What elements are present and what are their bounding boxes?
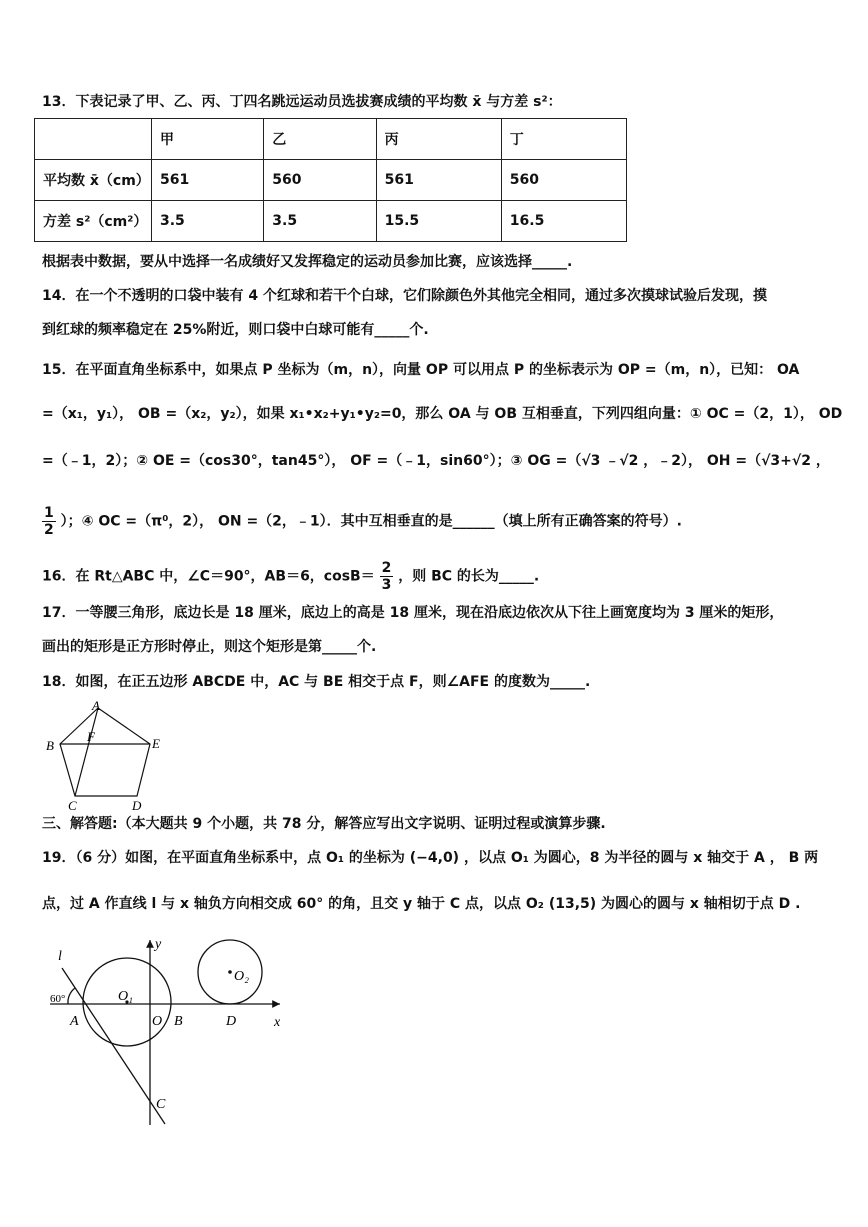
- table-cell: 561: [376, 160, 501, 201]
- q17-line2: 画出的矩形是正方形时停止，则这个矩形是第_____个.: [42, 639, 377, 655]
- table-cell: 3.5: [264, 201, 376, 242]
- q15-line1: 15．在平面直角坐标系中，如果点 P 坐标为（m，n），向量 OP 可以用点 P 的坐标表示为 OP =（m，n），已知： OA: [42, 362, 800, 378]
- label-b: B: [174, 1014, 183, 1029]
- q15-line4-text: ）；④ OC =（π⁰，2）， ON =（2，﹣1）．其中互相垂直的是______（填上所有正确答案的符号）.: [60, 513, 682, 530]
- q16-pre: 16．在 Rt△ABC 中，∠C＝90°，AB＝6，cosB＝: [42, 568, 375, 585]
- coordinate-figure: [40, 930, 300, 1130]
- q16-post: ，则 BC 的长为_____.: [398, 568, 540, 585]
- q16-line: [42, 560, 539, 593]
- label-f: F: [87, 729, 95, 744]
- label-o2: O₂: [234, 969, 249, 984]
- q14-line1: 14．在一个不透明的口袋中装有 4 个红球和若干个白球，它们除颜色外其他完全相同，通过多次摸球试验后发现，摸: [42, 288, 767, 304]
- q15-line4: [42, 505, 682, 538]
- table-cell: 3.5: [152, 201, 264, 242]
- table-row: [35, 201, 627, 242]
- table-cell: 丙: [376, 119, 501, 160]
- fraction-two-thirds: $\frac{2}{3}$: [381, 560, 392, 593]
- table-cell: 甲: [152, 119, 264, 160]
- table-cell: 16.5: [501, 201, 626, 242]
- q19-line2: 点，过 A 作直线 l 与 x 轴负方向相交成 60° 的角，且交 y 轴于 C 点，以点 O₂ (13,5) 为圆心的圆与 x 轴相切于点 D .: [42, 896, 801, 912]
- label-a: A: [92, 698, 100, 713]
- label-b: B: [46, 738, 54, 753]
- q17-line1: 17．一等腰三角形，底边长是 18 厘米，底边上的高是 18 厘米，现在沿底边依次从下往上画宽度均为 3 厘米的矩形，: [42, 605, 784, 621]
- table-cell: 561: [152, 160, 264, 201]
- table-cell: 15.5: [376, 201, 501, 242]
- table-cell: 560: [501, 160, 626, 201]
- section-title: 三、解答题:（本大题共 9 个小题，共 78 分，解答应写出文字说明、证明过程或演算步骤.: [42, 816, 606, 832]
- label-x-axis: x: [274, 1015, 281, 1030]
- table-cell: 方差 s²（cm²）: [35, 201, 152, 242]
- q18-stem: 18．如图，在正五边形 ABCDE 中，AC 与 BE 相交于点 F，则∠AFE 的度数为_____.: [42, 674, 591, 690]
- label-d: D: [226, 1014, 237, 1029]
- table-cell: 丁: [501, 119, 626, 160]
- score-table: [34, 118, 627, 242]
- q14-line2: 到红球的频率稳定在 25%附近，则口袋中白球可能有_____个.: [42, 322, 429, 338]
- q13-stem: 13．下表记录了甲、乙、丙、丁四名跳远运动员选拔赛成绩的平均数 x̄ 与方差 s²：: [42, 94, 562, 110]
- label-angle: 60°: [50, 993, 66, 1005]
- label-o1: O₁: [118, 989, 133, 1004]
- q13-tail: 根据表中数据，要从中选择一名成绩好又发挥稳定的运动员参加比赛，应该选择_____.: [42, 254, 573, 270]
- table-cell: 乙: [264, 119, 376, 160]
- table-cell: 560: [264, 160, 376, 201]
- fraction-one-half: $\frac{1}{2}$: [44, 505, 54, 538]
- table-cell: 平均数 x̄（cm）: [35, 160, 152, 201]
- label-a: A: [70, 1014, 79, 1029]
- q15-line3: =（﹣1，2）；② OE =（cos30°，tan45°）， OF =（﹣1，sin60°）；③ OG =（√3 ﹣√2 ，﹣2）， OH =（√3+√2 ，: [42, 453, 830, 469]
- label-e: E: [152, 736, 160, 751]
- q19-line1: 19．（6 分）如图，在平面直角坐标系中，点 O₁ 的坐标为 (−4,0) ，以点 O₁ 为圆心，8 为半径的圆与 x 轴交于 A ， B 两: [42, 850, 819, 866]
- label-y-axis: y: [155, 937, 162, 952]
- pentagon-figure: [40, 696, 180, 814]
- table-row: [35, 160, 627, 201]
- label-c: C: [68, 798, 77, 813]
- label-d: D: [132, 798, 142, 813]
- table-header-row: [35, 119, 627, 160]
- label-line-l: l: [58, 949, 62, 964]
- q15-line2: =（x₁，y₁）， OB =（x₂，y₂），如果 x₁•x₂+y₁•y₂=0，那么 OA 与 OB 互相垂直，下列四组向量：① OC =（2，1）， OD: [42, 406, 843, 422]
- table-cell: [35, 119, 152, 160]
- label-o: O: [152, 1014, 163, 1029]
- label-c: C: [156, 1097, 166, 1112]
